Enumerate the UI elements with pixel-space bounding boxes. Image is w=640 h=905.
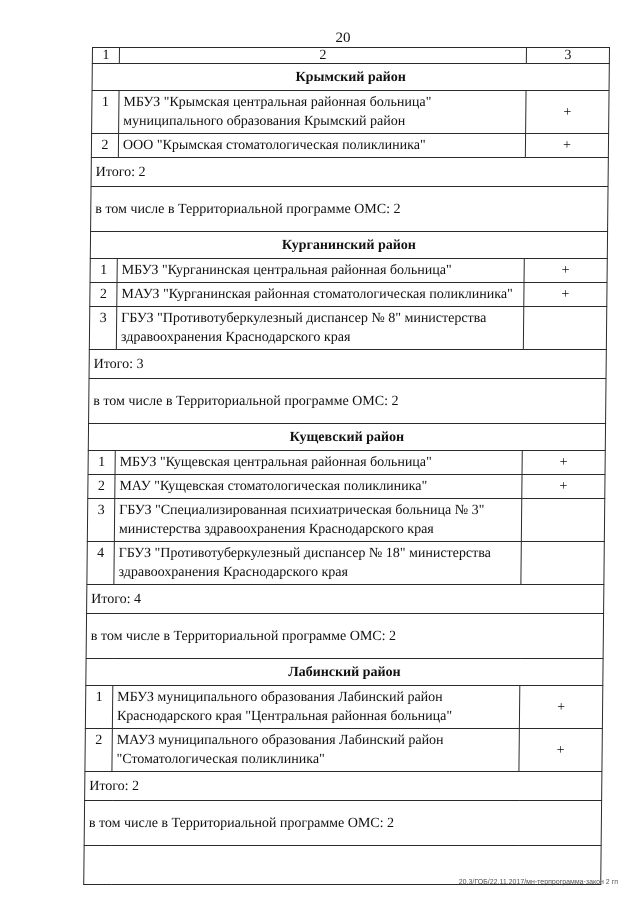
page-number: 20	[335, 30, 351, 46]
row-number: 1	[92, 91, 119, 134]
row-number: 3	[87, 499, 114, 542]
row-number: 2	[88, 475, 115, 499]
organization-name: МАУЗ "Курганинская районная стоматологическая поликлиника"	[117, 283, 524, 307]
district-oms-count: в том числе в Территориальной программе ОМС: 2	[91, 187, 608, 232]
district-total: Итого: 2	[91, 158, 608, 187]
organization-row	[90, 283, 607, 307]
district-header-row	[86, 659, 603, 686]
footer-document-code: 20.3/ГОБ/22.11.2017/мн-терпрограмма-закон 2 гп	[458, 879, 618, 886]
oms-participation-mark: +	[526, 91, 609, 134]
organization-name: ГБУЗ "Противотуберкулезный диспансер № 8" министерства здравоохранения Краснодарского края	[116, 307, 523, 350]
district-total: Итого: 2	[85, 772, 602, 801]
medical-organizations-table	[83, 47, 610, 885]
column-header-organization: 2	[119, 48, 526, 64]
organization-name: МБУЗ муниципального образования Лабинский район Краснодарского края "Центральная районная больница"	[112, 686, 519, 729]
organization-row	[88, 451, 605, 475]
district-name: Лабинский район	[86, 659, 603, 686]
district-total: Итого: 4	[87, 585, 604, 614]
district-oms-count-row	[86, 614, 603, 659]
row-number: 2	[85, 729, 112, 772]
organization-name: МБУЗ "Кущевская центральная районная больница"	[115, 451, 522, 475]
row-number: 2	[90, 283, 117, 307]
district-name: Кущевский район	[88, 424, 605, 451]
district-total-row	[89, 350, 606, 379]
oms-participation-mark: +	[524, 259, 607, 283]
organization-row	[88, 475, 605, 499]
organization-row	[91, 134, 608, 158]
organization-row	[92, 91, 609, 134]
organization-name: ГБУЗ "Специализированная психиатрическая больница № 3" министерства здравоохранения Краснодарского края	[114, 499, 521, 542]
column-header-row	[92, 48, 609, 64]
district-name: Крымский район	[92, 64, 609, 91]
organization-name: МАУ "Кущевская стоматологическая поликлиника"	[115, 475, 522, 499]
district-total-row	[91, 158, 608, 187]
district-oms-count-row	[84, 801, 601, 846]
organization-name: МБУЗ "Крымская центральная районная больница" муниципального образования Крымский район	[119, 91, 526, 134]
district-oms-count-row	[89, 379, 606, 424]
district-total: Итого: 3	[89, 350, 606, 379]
organization-name: ООО "Крымская стоматологическая поликлиника"	[118, 134, 525, 158]
row-number: 2	[91, 134, 118, 158]
oms-participation-mark: +	[519, 686, 602, 729]
organization-row	[85, 729, 602, 772]
organization-row	[89, 307, 606, 350]
oms-participation-mark	[523, 307, 606, 350]
organization-row	[90, 259, 607, 283]
oms-participation-mark: +	[522, 475, 605, 499]
district-oms-count-row	[91, 187, 608, 232]
row-number: 1	[90, 259, 117, 283]
organization-row	[85, 686, 602, 729]
organization-name: МБУЗ "Курганинская центральная районная больница"	[117, 259, 524, 283]
organization-name: МАУЗ муниципального образования Лабинский район "Стоматологическая поликлиника"	[112, 729, 519, 772]
row-number: 4	[87, 542, 114, 585]
organization-name: ГБУЗ "Противотуберкулезный диспансер № 18" министерства здравоохранения Краснодарского края	[114, 542, 521, 585]
district-oms-count: в том числе в Территориальной программе ОМС: 2	[86, 614, 603, 659]
oms-participation-mark	[521, 499, 604, 542]
district-oms-count: в том числе в Территориальной программе ОМС: 2	[89, 379, 606, 424]
district-header-row	[92, 64, 609, 91]
organization-row	[87, 542, 604, 585]
oms-participation-mark: +	[524, 283, 607, 307]
district-header-row	[90, 232, 607, 259]
organization-row	[87, 499, 604, 542]
district-total-row	[87, 585, 604, 614]
oms-participation-mark: +	[519, 729, 602, 772]
district-name: Курганинский район	[90, 232, 607, 259]
oms-participation-mark: +	[522, 451, 605, 475]
column-header-oms: 3	[526, 48, 609, 64]
oms-participation-mark	[521, 542, 604, 585]
row-number: 3	[89, 307, 116, 350]
column-header-number: 1	[92, 48, 119, 64]
district-oms-count: в том числе в Территориальной программе ОМС: 2	[84, 801, 601, 846]
row-number: 1	[88, 451, 115, 475]
oms-participation-mark: +	[525, 134, 608, 158]
row-number: 1	[85, 686, 112, 729]
district-total-row	[85, 772, 602, 801]
district-header-row	[88, 424, 605, 451]
